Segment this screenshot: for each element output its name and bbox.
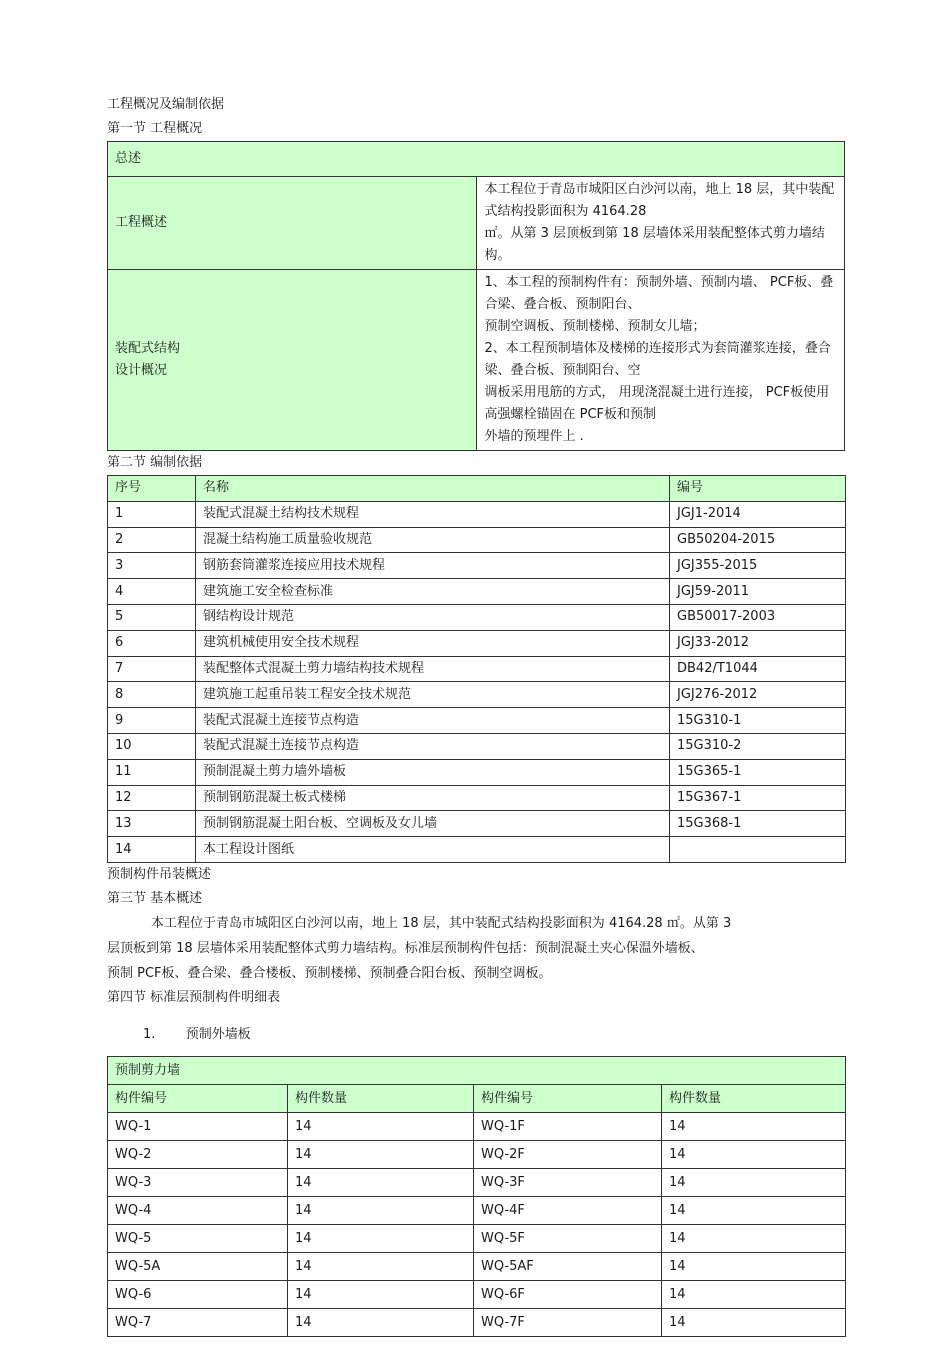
table-cell: WQ-3F bbox=[474, 1168, 662, 1196]
table-cell: 15G365-1 bbox=[670, 759, 846, 785]
content-line: 本工程位于青岛市城阳区白沙河以南，地上 18 层，其中装配式结构投影面积为 4164.28 bbox=[484, 182, 835, 219]
table-cell: 14 bbox=[662, 1252, 846, 1280]
table-row bbox=[108, 1168, 846, 1196]
table-row bbox=[108, 708, 846, 734]
table-cell: WQ-3 bbox=[108, 1168, 288, 1196]
row-content bbox=[476, 177, 845, 270]
project-overview-table bbox=[107, 141, 845, 451]
table-cell: 建筑施工起重吊装工程安全技术规范 bbox=[196, 682, 670, 708]
list-number: 1. bbox=[143, 1026, 156, 1042]
table-cell: 预制钢筋混凝土阳台板、空调板及女儿墙 bbox=[196, 811, 670, 837]
table-cell: 14 bbox=[662, 1196, 846, 1224]
document-heading: 工程概况及编制依据 bbox=[107, 97, 225, 112]
table-row bbox=[108, 604, 846, 630]
table-cell: WQ-5A bbox=[108, 1252, 288, 1280]
section4-title: 第四节 标准层预制构件明细表 bbox=[107, 989, 281, 1005]
table-cell: 14 bbox=[288, 1280, 474, 1308]
table-row bbox=[108, 579, 846, 605]
table-cell: 6 bbox=[108, 630, 196, 656]
table-cell: 14 bbox=[288, 1308, 474, 1336]
table-cell: 14 bbox=[288, 1140, 474, 1168]
table-header-row bbox=[108, 1084, 846, 1112]
table-cell: 12 bbox=[108, 785, 196, 811]
table-cell: WQ-2F bbox=[474, 1140, 662, 1168]
table-cell: WQ-5F bbox=[474, 1224, 662, 1252]
precast-wall-body bbox=[108, 1112, 846, 1336]
table-cell: JGJ276-2012 bbox=[670, 682, 846, 708]
table-cell: 14 bbox=[662, 1112, 846, 1140]
content-line: 2、本工程预制墙体及楼梯的连接形式为套筒灌浆连接，叠合梁、叠合板、预制阳台、空 bbox=[484, 341, 831, 378]
table-cell: WQ-1F bbox=[474, 1112, 662, 1140]
table-row bbox=[108, 682, 846, 708]
paragraph-line: 层顶板到第 18 层墙体采用装配整体式剪力墙结构。标准层预制构件包括：预制混凝土夹心保温外墙板、 bbox=[107, 940, 704, 956]
column-header: 构件编号 bbox=[474, 1084, 662, 1112]
list-item bbox=[107, 1022, 845, 1048]
table-cell: 钢结构设计规范 bbox=[196, 604, 670, 630]
row-content bbox=[476, 270, 845, 451]
table-cell: 14 bbox=[288, 1112, 474, 1140]
table-row bbox=[108, 1280, 846, 1308]
row-label bbox=[108, 270, 477, 451]
table-cell: WQ-4 bbox=[108, 1196, 288, 1224]
table-row bbox=[108, 1196, 846, 1224]
table-cell: 钢筋套筒灌浆连接应用技术规程 bbox=[196, 553, 670, 579]
table-row bbox=[108, 733, 846, 759]
table-cell: 15G310-2 bbox=[670, 733, 846, 759]
table-cell bbox=[670, 837, 846, 863]
column-header: 构件编号 bbox=[108, 1084, 288, 1112]
table-row bbox=[108, 1140, 846, 1168]
content-line: 外墙的预埋件上 . bbox=[484, 429, 584, 444]
table-cell: WQ-7F bbox=[474, 1308, 662, 1336]
table-cell: WQ-5 bbox=[108, 1224, 288, 1252]
column-header: 编号 bbox=[670, 476, 846, 502]
table-cell: 15G310-1 bbox=[670, 708, 846, 734]
content-line: ㎡。从第 3 层顶板到第 18 层墙体采用装配整体式剪力墙结构。 bbox=[484, 226, 825, 263]
table-row bbox=[108, 527, 846, 553]
table-cell: 装配式混凝土结构技术规程 bbox=[196, 501, 670, 527]
table-cell: 装配式混凝土连接节点构造 bbox=[196, 733, 670, 759]
table-cell: 混凝土结构施工质量验收规范 bbox=[196, 527, 670, 553]
table-row bbox=[108, 837, 846, 863]
table-cell: 14 bbox=[288, 1168, 474, 1196]
table-row bbox=[108, 630, 846, 656]
table-header-row bbox=[108, 476, 846, 502]
table-cell: WQ-7 bbox=[108, 1308, 288, 1336]
table-cell: JGJ1-2014 bbox=[670, 501, 846, 527]
table-cell: 3 bbox=[108, 553, 196, 579]
references-body bbox=[108, 501, 846, 862]
paragraph-line: 预制 PCF板、叠合梁、叠合楼板、预制楼梯、预制叠合阳台板、预制空调板。 bbox=[107, 965, 552, 981]
table-title-row bbox=[108, 1056, 846, 1084]
table-cell: 13 bbox=[108, 811, 196, 837]
table-cell: 14 bbox=[662, 1140, 846, 1168]
table-cell: 装配式混凝土连接节点构造 bbox=[196, 708, 670, 734]
table-row bbox=[108, 177, 845, 270]
table-cell: 15G367-1 bbox=[670, 785, 846, 811]
table-cell: 5 bbox=[108, 604, 196, 630]
table-cell: 1 bbox=[108, 501, 196, 527]
overview-header-cell: 总述 bbox=[108, 142, 845, 177]
table-cell: 14 bbox=[288, 1224, 474, 1252]
table-row bbox=[108, 656, 846, 682]
table-cell: 11 bbox=[108, 759, 196, 785]
table-cell: 预制混凝土剪力墙外墙板 bbox=[196, 759, 670, 785]
table-cell: WQ-1 bbox=[108, 1112, 288, 1140]
table-row bbox=[108, 1112, 846, 1140]
section1-title: 第一节 工程概况 bbox=[107, 121, 203, 136]
table-row bbox=[108, 785, 846, 811]
section2-title: 第二节 编制依据 bbox=[107, 455, 203, 470]
table-cell: 装配整体式混凝土剪力墙结构技术规程 bbox=[196, 656, 670, 682]
table-cell: 建筑施工安全检查标准 bbox=[196, 579, 670, 605]
table-cell: 2 bbox=[108, 527, 196, 553]
table-cell: 15G368-1 bbox=[670, 811, 846, 837]
table-cell: 14 bbox=[288, 1252, 474, 1280]
content-line: 预制空调板、预制楼梯、预制女儿墙； bbox=[484, 319, 706, 334]
table-row bbox=[108, 1252, 846, 1280]
table-cell: JGJ33-2012 bbox=[670, 630, 846, 656]
precast-wall-table bbox=[107, 1056, 846, 1337]
table-cell: 建筑机械使用安全技术规程 bbox=[196, 630, 670, 656]
table-cell: 9 bbox=[108, 708, 196, 734]
list-label: 预制外墙板 bbox=[185, 1026, 251, 1042]
table-cell: WQ-2 bbox=[108, 1140, 288, 1168]
section3-paragraph bbox=[107, 911, 845, 986]
table-cell: 14 bbox=[662, 1280, 846, 1308]
row-label: 工程概述 bbox=[108, 177, 477, 270]
column-header: 构件数量 bbox=[662, 1084, 846, 1112]
table-header-row bbox=[108, 142, 845, 177]
table-cell: WQ-6 bbox=[108, 1280, 288, 1308]
column-header: 名称 bbox=[196, 476, 670, 502]
table-cell: 4 bbox=[108, 579, 196, 605]
table-cell: 7 bbox=[108, 656, 196, 682]
content-line: 调板采用甩筋的方式， 用现浇混凝土进行连接， PCF板使用高强螺栓锚固在 PCF板和预制 bbox=[484, 385, 830, 422]
section3-title: 第三节 基本概述 bbox=[107, 890, 203, 906]
table-cell: 10 bbox=[108, 733, 196, 759]
label-line: 设计概况 bbox=[115, 363, 168, 378]
table-cell: 预制钢筋混凝土板式楼梯 bbox=[196, 785, 670, 811]
table-cell: DB42/T1044 bbox=[670, 656, 846, 682]
table-row bbox=[108, 501, 846, 527]
table-cell: JGJ59-2011 bbox=[670, 579, 846, 605]
table-cell: 14 bbox=[662, 1168, 846, 1196]
table-cell: 14 bbox=[662, 1308, 846, 1336]
table-cell: 14 bbox=[108, 837, 196, 863]
table-row bbox=[108, 270, 845, 451]
column-header: 构件数量 bbox=[288, 1084, 474, 1112]
table-cell: GB50017-2003 bbox=[670, 604, 846, 630]
table-cell: 14 bbox=[288, 1196, 474, 1224]
table-cell: 8 bbox=[108, 682, 196, 708]
table-cell: 14 bbox=[662, 1224, 846, 1252]
content-line: 1、本工程的预制构件有：预制外墙、预制内墙、 PCF板、叠合梁、叠合板、预制阳台、 bbox=[484, 275, 834, 312]
table-cell: WQ-5AF bbox=[474, 1252, 662, 1280]
paragraph-line: 本工程位于青岛市城阳区白沙河以南，地上 18 层，其中装配式结构投影面积为 4164.28 ㎡。从第 3 bbox=[151, 915, 732, 931]
table-row bbox=[108, 1308, 846, 1336]
label-line: 装配式结构 bbox=[115, 341, 181, 356]
table-title: 预制剪力墙 bbox=[108, 1056, 846, 1084]
table-cell: WQ-4F bbox=[474, 1196, 662, 1224]
table-cell: JGJ355-2015 bbox=[670, 553, 846, 579]
table-cell: WQ-6F bbox=[474, 1280, 662, 1308]
table-row bbox=[108, 1224, 846, 1252]
table-row bbox=[108, 759, 846, 785]
references-table bbox=[107, 475, 846, 863]
table-row bbox=[108, 811, 846, 837]
document-page bbox=[107, 93, 845, 1337]
table-cell: GB50204-2015 bbox=[670, 527, 846, 553]
table-cell: 本工程设计图纸 bbox=[196, 837, 670, 863]
table-row bbox=[108, 553, 846, 579]
part2-heading: 预制构件吊装概述 bbox=[107, 866, 212, 882]
column-header: 序号 bbox=[108, 476, 196, 502]
